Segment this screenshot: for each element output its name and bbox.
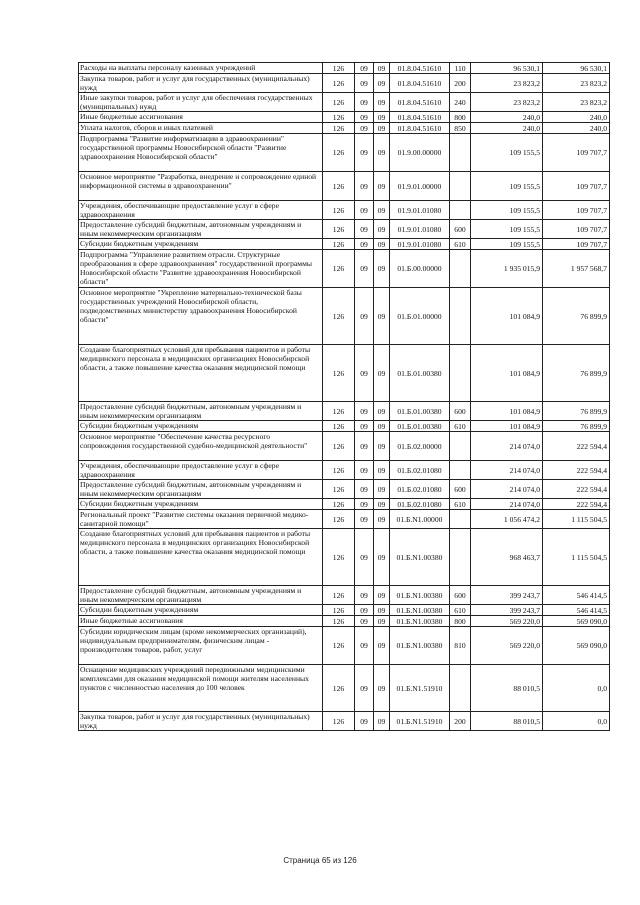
cell-amount-2: 222 594,4 [543,432,610,461]
cell-ved: 126 [323,616,355,627]
row-name: Создание благоприятных условий для пребывания пациентов и работы медицинского персонала в медицинских организациях Новосибирской области, а также повышение качества оказания медицинской помощи [79,345,323,402]
cell-rz: 09 [355,172,374,201]
cell-csr: 01.Б.N1.00380 [390,586,450,605]
cell-ved: 126 [323,605,355,616]
table-row [79,123,610,134]
table-row [79,172,610,201]
cell-vr: 600 [450,220,471,239]
cell-amount-2: 546 414,5 [543,586,610,605]
cell-amount-2: 96 530,1 [543,63,610,74]
cell-rz: 09 [355,432,374,461]
cell-csr: 01.8.04.51610 [390,93,450,112]
cell-pr: 09 [374,63,390,74]
cell-ved: 126 [323,510,355,529]
cell-pr: 09 [374,220,390,239]
cell-amount-1: 399 243,7 [471,586,543,605]
cell-amount-2: 76 899,9 [543,288,610,345]
row-name: Субсидии бюджетным учреждениям [79,605,323,616]
cell-amount-2: 222 594,4 [543,461,610,480]
cell-amount-1: 23 823,2 [471,93,543,112]
cell-csr: 01.Б.N1.00380 [390,605,450,616]
table-row [79,712,610,731]
cell-amount-1: 214 074,0 [471,480,543,499]
cell-amount-1: 101 084,9 [471,345,543,402]
row-name: Иные бюджетные ассигнования [79,616,323,627]
cell-amount-2: 1 115 504,5 [543,510,610,529]
cell-csr: 01.Б.N1.00380 [390,529,450,586]
row-name: Учреждения, обеспечивающие предоставление услуг в сфере здравоохранения [79,461,323,480]
cell-rz: 09 [355,665,374,712]
row-name: Предоставление субсидий бюджетным, автономным учреждениям и иным некоммерческим организациям [79,402,323,421]
cell-amount-1: 101 084,9 [471,288,543,345]
cell-ved: 126 [323,345,355,402]
cell-pr: 09 [374,499,390,510]
row-name: Создание благоприятных условий для пребывания пациентов и работы медицинского персонала в медицинских организациях Новосибирской области, а также повышение качества оказания медицинской помощи [79,529,323,586]
cell-csr: 01.Б.02.00000 [390,432,450,461]
row-name: Закупка товаров, работ и услуг для государственных (муниципальных) нужд [79,712,323,731]
cell-vr: 610 [450,605,471,616]
cell-pr: 09 [374,480,390,499]
table-row [79,510,610,529]
cell-pr: 09 [374,616,390,627]
cell-amount-1: 96 530,1 [471,63,543,74]
cell-pr: 09 [374,250,390,288]
cell-rz: 09 [355,480,374,499]
cell-csr: 01.9.01.01080 [390,220,450,239]
cell-amount-2: 1 115 504,5 [543,529,610,586]
cell-rz: 09 [355,93,374,112]
table-row [79,250,610,288]
cell-amount-2: 23 823,2 [543,93,610,112]
cell-amount-2: 109 707,7 [543,220,610,239]
cell-pr: 09 [374,134,390,172]
cell-pr: 09 [374,432,390,461]
cell-ved: 126 [323,480,355,499]
table-row [79,402,610,421]
row-name: Иные бюджетные ассигнования [79,112,323,123]
table-row [79,499,610,510]
cell-ved: 126 [323,288,355,345]
cell-amount-2: 222 594,4 [543,480,610,499]
cell-vr: 600 [450,402,471,421]
table-row [79,616,610,627]
cell-ved: 126 [323,432,355,461]
cell-vr [450,201,471,220]
cell-rz: 09 [355,510,374,529]
cell-vr: 600 [450,480,471,499]
cell-vr: 200 [450,74,471,93]
cell-rz: 09 [355,402,374,421]
cell-rz: 09 [355,134,374,172]
row-name: Подпрограмма "Управление развитием отрасли. Структурные преобразования в сфере здравоохранения" государственной программы Новосибирской области "Развитие здравоохранения Новосибирской области" [79,250,323,288]
cell-rz: 09 [355,712,374,731]
cell-csr: 01.8.04.51610 [390,74,450,93]
cell-csr: 01.Б.02.01080 [390,480,450,499]
cell-vr [450,529,471,586]
cell-pr: 09 [374,288,390,345]
cell-amount-2: 1 957 568,7 [543,250,610,288]
cell-amount-2: 109 707,7 [543,172,610,201]
cell-amount-1: 88 010,5 [471,712,543,731]
row-name: Уплата налогов, сборов и иных платежей [79,123,323,134]
cell-vr: 610 [450,239,471,250]
cell-rz: 09 [355,74,374,93]
cell-rz: 09 [355,616,374,627]
cell-pr: 09 [374,402,390,421]
row-name: Субсидии бюджетным учреждениям [79,421,323,432]
cell-csr: 01.Б.01.00000 [390,288,450,345]
cell-amount-2: 569 090,0 [543,616,610,627]
cell-csr: 01.Б.02.01080 [390,461,450,480]
cell-rz: 09 [355,63,374,74]
cell-csr: 01.Б.N1.51910 [390,665,450,712]
cell-amount-1: 88 010,5 [471,665,543,712]
cell-csr: 01.Б.N1.51910 [390,712,450,731]
cell-vr [450,134,471,172]
table-body [79,63,610,731]
cell-amount-1: 109 155,5 [471,134,543,172]
cell-amount-1: 214 074,0 [471,461,543,480]
table-row [79,605,610,616]
cell-amount-2: 569 090,0 [543,627,610,665]
cell-ved: 126 [323,627,355,665]
cell-ved: 126 [323,402,355,421]
cell-amount-2: 109 707,7 [543,134,610,172]
cell-amount-1: 240,0 [471,123,543,134]
cell-ved: 126 [323,712,355,731]
row-name: Субсидии бюджетным учреждениям [79,239,323,250]
cell-ved: 126 [323,239,355,250]
cell-vr [450,345,471,402]
cell-amount-1: 240,0 [471,112,543,123]
cell-vr: 600 [450,586,471,605]
table-row [79,421,610,432]
cell-vr: 800 [450,112,471,123]
cell-vr [450,510,471,529]
row-name: Региональный проект "Развитие системы оказания первичной медико-санитарной помощи" [79,510,323,529]
cell-ved: 126 [323,250,355,288]
cell-vr: 850 [450,123,471,134]
cell-rz: 09 [355,288,374,345]
cell-rz: 09 [355,627,374,665]
budget-table-container [78,62,609,731]
table-row [79,63,610,74]
cell-ved: 126 [323,74,355,93]
cell-pr: 09 [374,112,390,123]
cell-amount-2: 0,0 [543,665,610,712]
cell-pr: 09 [374,421,390,432]
cell-rz: 09 [355,461,374,480]
cell-rz: 09 [355,605,374,616]
budget-table [78,62,610,731]
cell-csr: 01.Б.01.00380 [390,345,450,402]
table-row [79,112,610,123]
cell-amount-2: 23 823,2 [543,74,610,93]
cell-amount-1: 101 084,9 [471,421,543,432]
table-row [79,461,610,480]
table-row [79,480,610,499]
cell-ved: 126 [323,220,355,239]
cell-csr: 01.Б.N1.00000 [390,510,450,529]
cell-csr: 01.9.01.00000 [390,172,450,201]
cell-ved: 126 [323,93,355,112]
cell-amount-1: 569 220,0 [471,627,543,665]
cell-amount-2: 76 899,9 [543,345,610,402]
cell-amount-1: 399 243,7 [471,605,543,616]
row-name: Субсидии бюджетным учреждениям [79,499,323,510]
cell-ved: 126 [323,63,355,74]
cell-amount-1: 569 220,0 [471,616,543,627]
cell-ved: 126 [323,123,355,134]
cell-amount-2: 76 899,9 [543,402,610,421]
cell-vr: 200 [450,712,471,731]
cell-vr: 240 [450,93,471,112]
cell-vr: 810 [450,627,471,665]
cell-pr: 09 [374,123,390,134]
cell-pr: 09 [374,605,390,616]
row-name: Закупка товаров, работ и услуг для государственных (муниципальных) нужд [79,74,323,93]
cell-amount-1: 109 155,5 [471,220,543,239]
cell-rz: 09 [355,250,374,288]
row-name: Оснащение медицинских учреждений передвижными медицинскими комплексами для оказания медицинской помощи жителям населенных пунктов с численностью населения до 100 человек [79,665,323,712]
cell-amount-2: 240,0 [543,112,610,123]
cell-amount-2: 76 899,9 [543,421,610,432]
cell-amount-1: 109 155,5 [471,172,543,201]
row-name: Учреждения, обеспечивающие предоставление услуг в сфере здравоохранения [79,201,323,220]
row-name: Иные закупки товаров, работ и услуг для обеспечения государственных (муниципальных) нужд [79,93,323,112]
cell-amount-1: 109 155,5 [471,201,543,220]
cell-pr: 09 [374,345,390,402]
table-row [79,74,610,93]
cell-amount-1: 214 074,0 [471,432,543,461]
table-row [79,529,610,586]
cell-csr: 01.Б.N1.00380 [390,616,450,627]
cell-ved: 126 [323,586,355,605]
cell-rz: 09 [355,586,374,605]
cell-ved: 126 [323,665,355,712]
cell-pr: 09 [374,586,390,605]
cell-rz: 09 [355,239,374,250]
cell-csr: 01.Б.01.00380 [390,402,450,421]
cell-amount-1: 968 463,7 [471,529,543,586]
table-row [79,239,610,250]
cell-csr: 01.8.04.51610 [390,112,450,123]
table-row [79,586,610,605]
cell-ved: 126 [323,201,355,220]
cell-rz: 09 [355,112,374,123]
row-name: Основное мероприятие "Обеспечение качества ресурсного сопровождения государственной судебно-медицинской деятельности" [79,432,323,461]
cell-pr: 09 [374,74,390,93]
cell-rz: 09 [355,220,374,239]
cell-csr: 01.9.01.01080 [390,201,450,220]
row-name: Расходы на выплаты персоналу казенных учреждений [79,63,323,74]
cell-amount-1: 109 155,5 [471,239,543,250]
cell-amount-2: 0,0 [543,712,610,731]
cell-vr [450,250,471,288]
row-name: Основное мероприятие "Укрепление материально-технической базы государственных учреждений Новосибирской области, подведомственных министерству здравоохранения Новосибирской области" [79,288,323,345]
cell-csr: 01.Б.01.00380 [390,421,450,432]
table-row [79,201,610,220]
row-name: Подпрограмма "Развитие информатизации в здравоохранении" государственной программы Новосибирской области "Развитие здравоохранения Новосибирской области" [79,134,323,172]
cell-amount-1: 214 074,0 [471,499,543,510]
cell-vr: 610 [450,499,471,510]
cell-pr: 09 [374,627,390,665]
cell-csr: 01.Б.N1.00380 [390,627,450,665]
cell-ved: 126 [323,112,355,123]
cell-vr: 110 [450,63,471,74]
cell-csr: 01.8.04.51610 [390,63,450,74]
cell-rz: 09 [355,499,374,510]
cell-pr: 09 [374,712,390,731]
cell-vr [450,432,471,461]
table-row [79,93,610,112]
table-row [79,432,610,461]
cell-rz: 09 [355,345,374,402]
cell-csr: 01.Б.02.01080 [390,499,450,510]
row-name: Субсидии юридическим лицам (кроме некоммерческих организаций), индивидуальным предпринимателям, физическим лицам - производителям товаров, работ, услуг [79,627,323,665]
cell-amount-1: 1 056 474,2 [471,510,543,529]
table-row [79,665,610,712]
cell-rz: 09 [355,421,374,432]
cell-amount-2: 222 594,4 [543,499,610,510]
cell-rz: 09 [355,529,374,586]
cell-pr: 09 [374,529,390,586]
cell-amount-2: 546 414,5 [543,605,610,616]
cell-ved: 126 [323,499,355,510]
table-row [79,288,610,345]
page-number: Страница 65 из 126 [283,856,357,865]
cell-ved: 126 [323,461,355,480]
cell-ved: 126 [323,421,355,432]
cell-rz: 09 [355,123,374,134]
row-name: Основное мероприятие "Разработка, внедрение и сопровождение единой информационной системы в здравоохранении" [79,172,323,201]
table-row [79,345,610,402]
cell-vr: 610 [450,421,471,432]
row-name: Предоставление субсидий бюджетным, автономным учреждениям и иным некоммерческим организациям [79,480,323,499]
table-row [79,627,610,665]
cell-csr: 01.9.00.00000 [390,134,450,172]
cell-amount-1: 101 084,9 [471,402,543,421]
cell-pr: 09 [374,93,390,112]
cell-csr: 01.Б.00.00000 [390,250,450,288]
table-row [79,220,610,239]
cell-amount-2: 240,0 [543,123,610,134]
cell-pr: 09 [374,461,390,480]
cell-amount-2: 109 707,7 [543,201,610,220]
cell-pr: 09 [374,239,390,250]
cell-ved: 126 [323,172,355,201]
cell-vr [450,288,471,345]
cell-pr: 09 [374,172,390,201]
table-row [79,134,610,172]
cell-pr: 09 [374,665,390,712]
cell-vr [450,172,471,201]
cell-amount-2: 109 707,7 [543,239,610,250]
cell-amount-1: 23 823,2 [471,74,543,93]
cell-amount-1: 1 935 015,9 [471,250,543,288]
cell-csr: 01.8.04.51610 [390,123,450,134]
cell-rz: 09 [355,201,374,220]
row-name: Предоставление субсидий бюджетным, автономным учреждениям и иным некоммерческим организациям [79,220,323,239]
cell-ved: 126 [323,529,355,586]
cell-ved: 126 [323,134,355,172]
cell-vr: 800 [450,616,471,627]
row-name: Предоставление субсидий бюджетным, автономным учреждениям и иным некоммерческим организациям [79,586,323,605]
cell-vr [450,461,471,480]
cell-pr: 09 [374,510,390,529]
cell-pr: 09 [374,201,390,220]
cell-vr [450,665,471,712]
cell-csr: 01.9.01.01080 [390,239,450,250]
